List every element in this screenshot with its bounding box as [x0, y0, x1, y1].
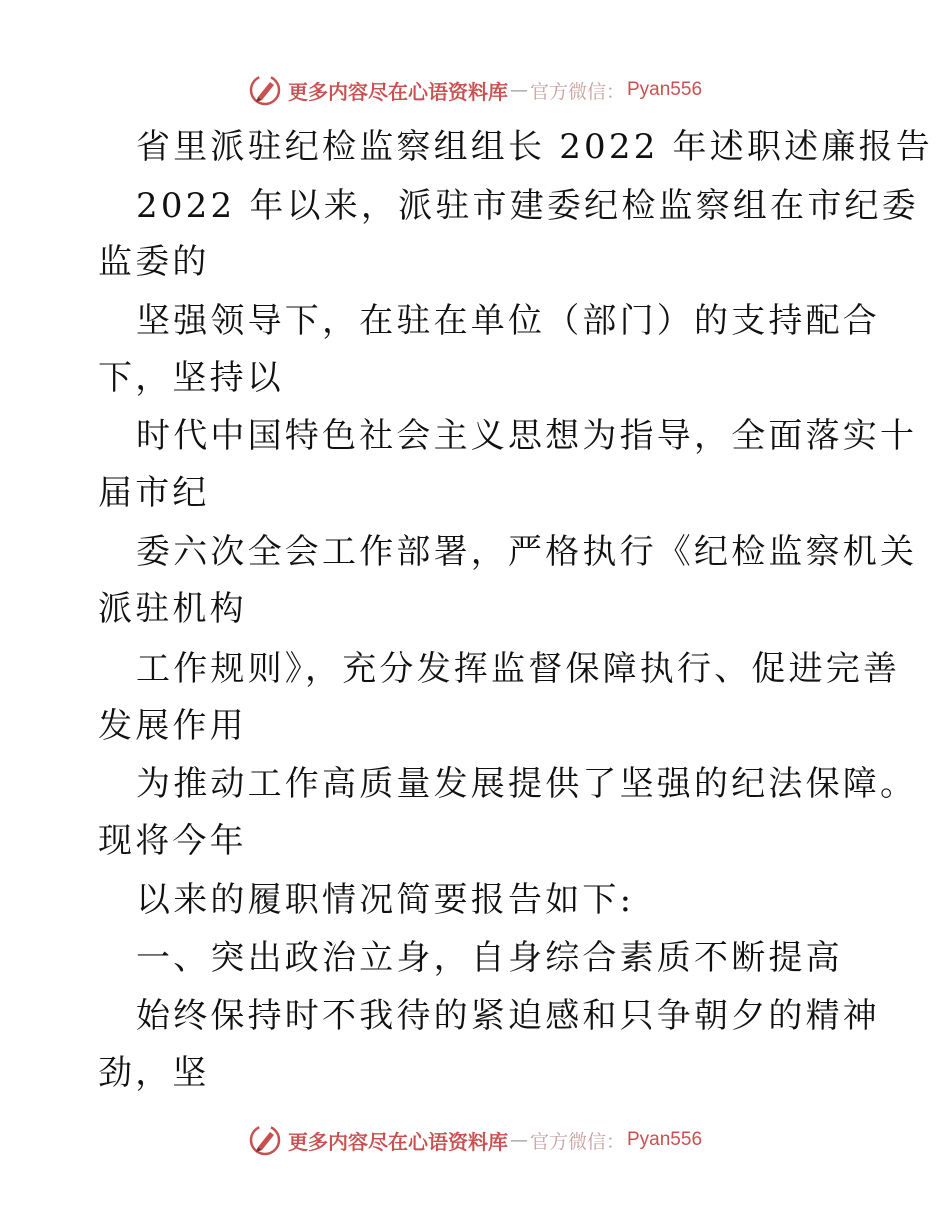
section-heading: 一、突出政治立身，自身综合素质不断提高 [136, 938, 843, 978]
paragraph-line: 坚强领导下，在驻在单位（部门）的支持配合 [136, 301, 880, 341]
paragraph-line: 委六次全会工作部署，严格执行《纪检监察机关 [136, 532, 918, 572]
footer-watermark [0, 1120, 950, 1160]
watermark-main-text: 更多内容尽在心语资料库 [287, 79, 508, 104]
paragraph-line: 劲，坚 [98, 1053, 210, 1093]
paragraph-line: 下，坚持以 [98, 358, 284, 398]
watermark-main-text: 更多内容尽在心语资料库 [287, 1129, 508, 1154]
paragraph-line: 监委的 [98, 242, 210, 282]
watermark-dash: — [509, 79, 528, 101]
watermark-sub-text: 官方微信： [529, 80, 625, 103]
watermark-wechat-id: Pyan556 [627, 1129, 703, 1150]
paragraph-line: 发展作用 [98, 706, 247, 746]
paragraph-line: 现将今年 [98, 821, 247, 861]
paragraph-line: 为推动工作高质量发展提供了坚强的纪法保障。 [136, 764, 918, 804]
header-watermark [0, 70, 950, 110]
watermark-dash: — [509, 1129, 528, 1151]
document-title: 省里派驻纪检监察组组长 2022 年述职述廉报告 [136, 127, 933, 167]
paragraph-line: 届市纪 [98, 473, 210, 513]
paragraph-line: 工作规则》，充分发挥监督保障执行、促进完善 [136, 649, 901, 689]
watermark-wechat-id: Pyan556 [627, 79, 703, 100]
watermark-sub-text: 官方微信： [529, 1130, 625, 1153]
paragraph-line: 派驻机构 [98, 589, 247, 629]
paragraph-line: 2022 年以来，派驻市建委纪检监察组在市纪委 [136, 186, 919, 226]
ink-pen-logo-icon [248, 1123, 282, 1157]
paragraph-line: 时代中国特色社会主义思想为指导，全面落实十 [136, 416, 918, 456]
ink-pen-logo-icon [248, 73, 282, 107]
paragraph-line: 始终保持时不我待的紧迫感和只争朝夕的精神 [136, 996, 880, 1036]
paragraph-line: 以来的履职情况简要报告如下: [136, 880, 635, 920]
